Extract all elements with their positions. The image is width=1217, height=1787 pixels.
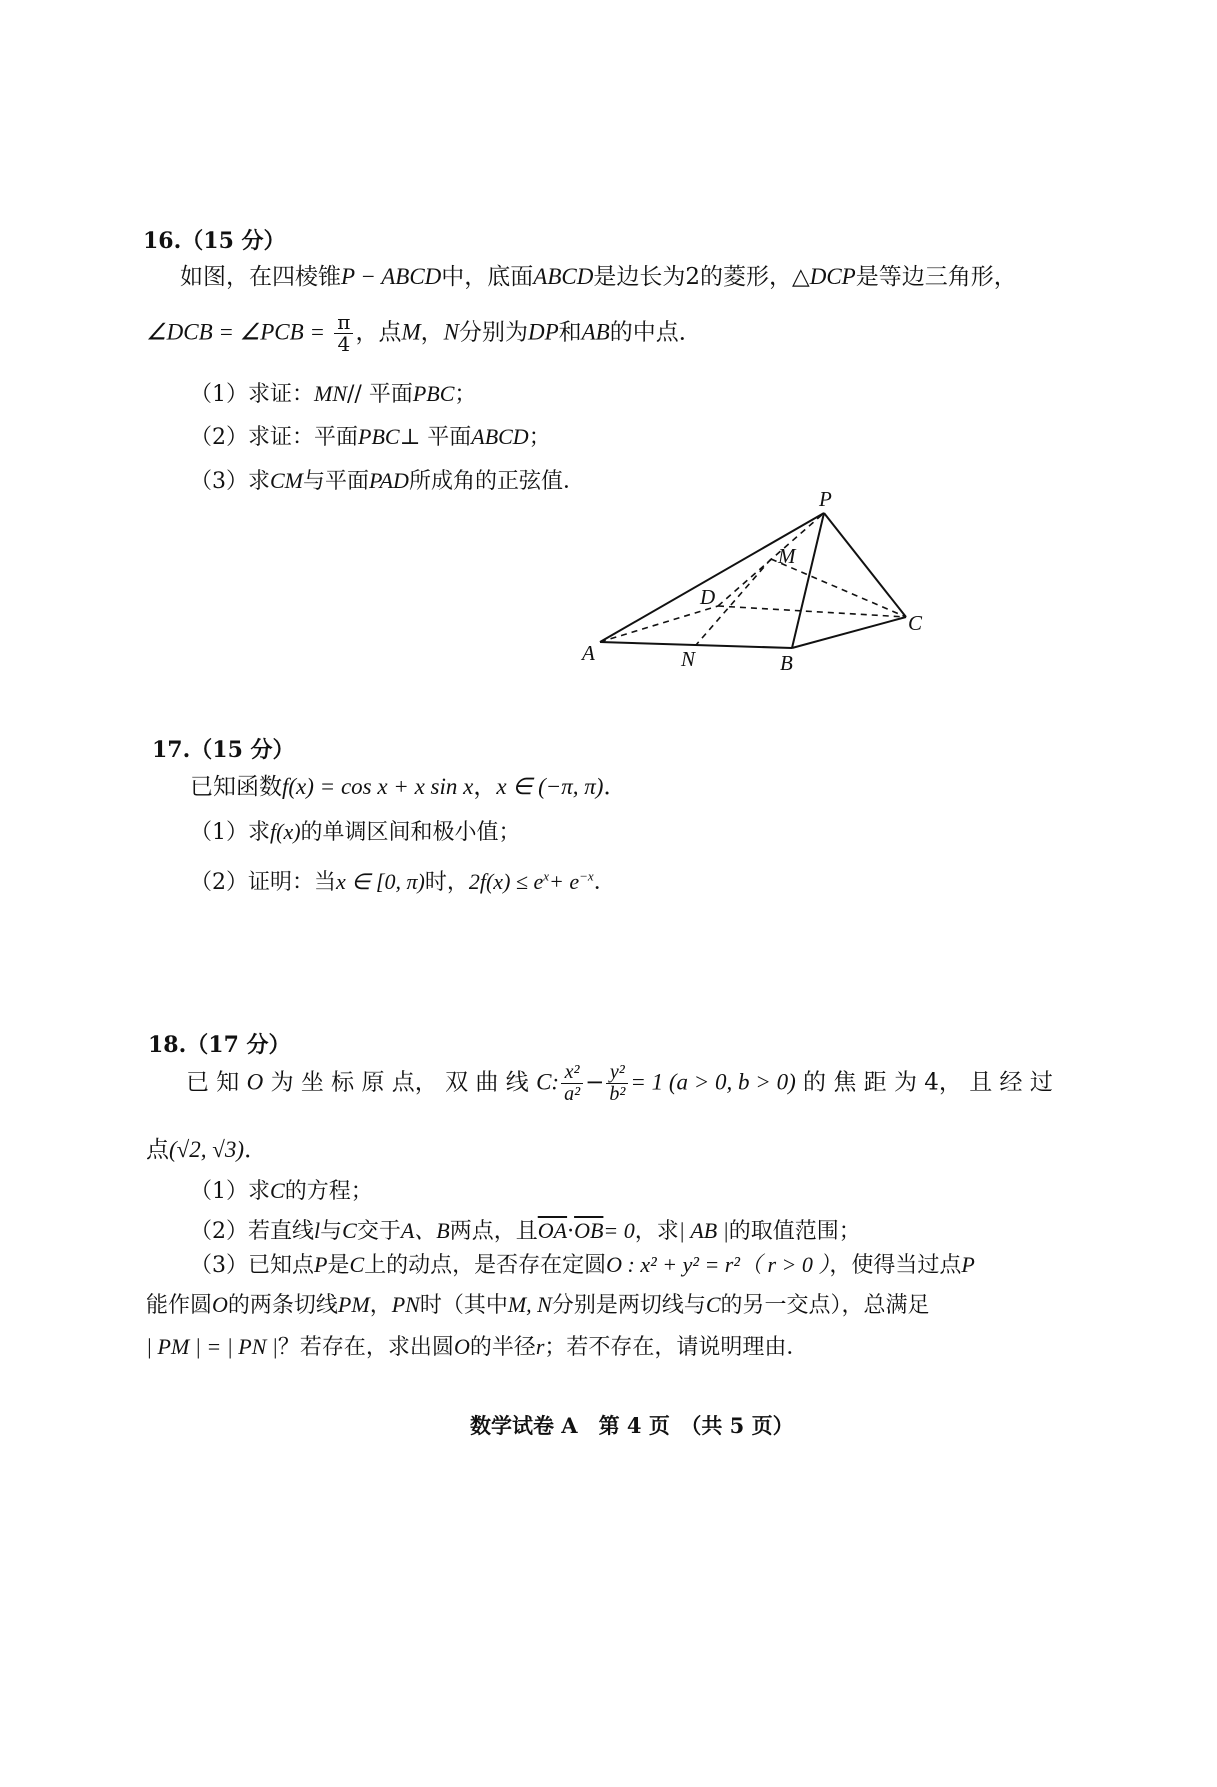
label-C: C (908, 611, 923, 635)
q18-part3-line3: | PM | = | PN |？若存在，求出圆O的半径r；若不存在，请说明理由． (146, 1334, 809, 1360)
q17-part1: （1）求f(x)的单调区间和极小值； (190, 819, 521, 845)
label-P: P (819, 487, 832, 511)
q18-part3-line1: （3）已知点P是C上的动点，是否存在定圆O : x² + y² = r²（ r > 0 ），使得当过点P (190, 1252, 975, 1278)
q16-angle-condition: ∠DCB = ∠PCB = $\frac{\pi}{4}$ ，点M，N分别为DP和AB的中点． (146, 310, 702, 356)
label-D: D (700, 585, 716, 609)
pyramid-figure (570, 480, 940, 680)
q18-number: 18.（17 分） (148, 1032, 291, 1058)
y2-over-b2-fraction: $\frac{\text{y²}}{\text{b²}}$ (606, 1062, 628, 1105)
q16-part2: （2）求证：平面PBC⊥ 平面ABCD； (190, 424, 551, 450)
x2-over-a2-fraction: $\frac{\text{x²}}{\text{a²}}$ (561, 1062, 583, 1105)
edge-AD (600, 606, 718, 642)
q18-part1: （1）求C的方程； (190, 1178, 373, 1204)
q18-part3-line2: 能作圆O的两条切线PM，PN时（其中M, N分别是两切线与C的另一交点），总满足 (146, 1292, 930, 1318)
q16-part3: （3）求CM与平面PAD所成角的正弦值． (190, 468, 585, 494)
edge-PA (600, 513, 824, 642)
q16-number: 16.（15 分） (143, 228, 286, 254)
pi-over-4-fraction: $\frac{\pi}{4}$ (334, 312, 353, 355)
q16-part1: （1）求证：MN// 平面PBC； (190, 381, 477, 407)
q17-part2: （2）证明：当x ∈ [0, π)时，$2f(x) \le e^x+ e^{-x}$． (190, 868, 616, 895)
q16-stem: 如图，在四棱锥P − ABCD中，底面ABCD是边长为2的菱形，△DCP是等边三角形， (180, 264, 1017, 290)
q17-stem: 已知函数f(x) = cos x + x sin x，x ∈ (−π, π)． (190, 774, 627, 800)
q18-stem: 已 知 O 为 坐 标 原 点， 双 曲 线 C: $\frac{\text{x²}}{\text{a²}}$ − $\frac{\text{y²}}{\text{b²}}$ = 1 (a > 0, b > 0) 的 焦 距 为 4， 且 经 过 (186, 1061, 1053, 1105)
q18-point: 点(√2, √3)． (146, 1137, 268, 1163)
label-B: B (780, 651, 793, 675)
q18-part2: （2）若直线l与C交于A、B两点，且$\overline{OA}\cdot\overline{OB}= 0$，求| AB |的取值范围； (190, 1218, 861, 1244)
label-M: M (778, 544, 796, 568)
edge-PC (824, 513, 906, 617)
edge-PB (792, 513, 824, 648)
edge-BC (792, 617, 906, 648)
label-A: A (582, 641, 595, 665)
page-footer: 数学试卷 A 第 4 页 （共 5 页） (470, 1413, 794, 1438)
label-N: N (681, 647, 696, 671)
q17-number: 17.（15 分） (152, 737, 295, 763)
edge-DC (718, 606, 906, 617)
